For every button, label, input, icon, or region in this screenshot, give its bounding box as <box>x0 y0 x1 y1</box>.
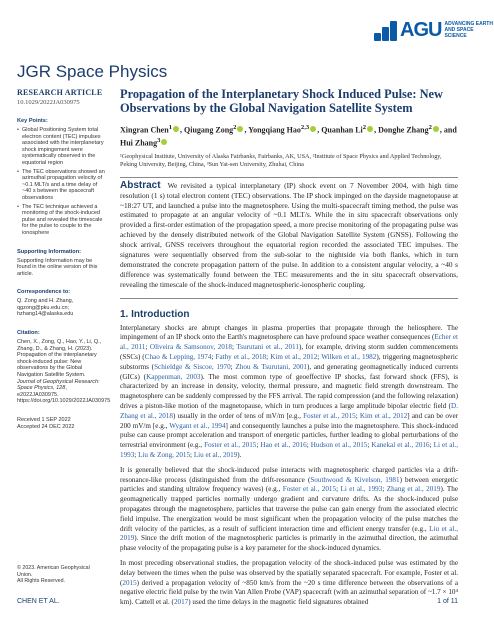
correspondence <box>17 289 105 318</box>
divider <box>120 177 458 178</box>
citation-link[interactable]: Zhang et al., 2019 <box>386 485 441 494</box>
paragraph-text: ). The geomagnetically trapped particles normally undergo gradient and curvature drifts. As the shock-induced pulse propagates through the magnetosphere, particles that traverse the pulse can gain energy from the associated electric field impulse. The energization would be most significant when the propagation velocity of the pulse matches the drift velocity of the particles, as a result of sufficient interaction time and efficient energy transfer (e.g., <box>120 485 459 533</box>
paragraph-text: ; <box>211 353 216 362</box>
paragraph-text: ). <box>237 451 242 460</box>
email-link[interactable]: hzhang14@alaska.edu <box>17 311 74 318</box>
paragraph-text: ), triggering magnetospheric substorms ( <box>120 353 459 371</box>
key-points <box>17 118 105 237</box>
correspondence-names: Q. Zong and H. Zhang, <box>17 298 74 305</box>
key-point: • The TEC observations showed an azimuthal propagation velocity of ~0.1 MLT/s and a time delay of ~40 s between the spacecraft observations <box>17 169 105 202</box>
citation-link[interactable]: Chao & Lepping, 1974 <box>144 353 212 362</box>
citation-link[interactable]: Oliveira & Samsonov, 2018 <box>149 343 232 352</box>
abstract <box>120 181 458 290</box>
key-point: • Global Positioning System total electron content (TEC) impulses associated with the interplanetary shock impingement were systematically observed in the equatorial region <box>17 127 105 167</box>
supporting-heading: Supporting Information: <box>17 248 82 255</box>
citation-link[interactable]: Kanekal et al., 2016 <box>371 441 430 450</box>
abstract-heading: Abstract <box>120 179 161 191</box>
citation-link[interactable]: Foster et al., 2015 <box>282 485 337 494</box>
agu-logo-word: AGU <box>400 19 442 41</box>
citation-link[interactable]: Li et al., 1993 <box>120 441 458 460</box>
received-date: Received 1 SEP 2022 <box>17 417 71 423</box>
citation-link[interactable]: Liu & Zong, 2015 <box>138 451 191 460</box>
citation-link[interactable]: Foster et al., 2015 <box>204 441 257 450</box>
article-title: Propagation of the Interplanetary Shock Induced Pulse: New Observations by the Global Navigation Satellite System <box>120 87 443 115</box>
paragraph <box>120 324 458 461</box>
agu-logo <box>374 19 494 41</box>
abstract-text: We revisited a typical interplanetary (IP) shock event on 7 November 2004, with high time resolution (1 s) total electron content (TEC) observations. The IP shock impinged on the dayside magnetopause at ~18:27 UT, and launched a pulse into the magnetosphere. Using the multi-spacecraft timing method, the pulse was estimated to propagate at an angular velocity of ~0.1 MLT/s. While the in situ spacecraft observations only provided a first-order estimation of the propagation speed, a more precise monitoring of the propagating pulse was achieved by the densely distributed network of the Global Navigation Satellite System (GNSS). Following the shock arrival, GNSS receivers throughout the equatorial region recorded the associated TEC impulses. The signatures were sequentially observed from the sub-solar to the nightside via both flanks, which in turn demonstrated the concrete propagation pattern of the pulse. In addition to a consistent angular velocity, a ~40 s difference was systematically found between the TEC measurements and the in situ spacecraft observations, revealing the timescale of the shock-induced magnetospheric-ionospheric coupling. <box>120 180 458 289</box>
paragraph-text: ; <box>266 353 271 362</box>
dates <box>17 417 105 430</box>
orcid-icon[interactable] <box>433 126 439 132</box>
journal-name: JGR Space Physics <box>17 62 168 81</box>
citation-link[interactable]: Echer et al., 2011 <box>120 333 458 352</box>
citation-text: Chen, X., Zong, Q., Hao, Y., Li, Q., Zhang, D., & Zhang, H. (2023). Propagation of the interplanetary shock-induced pulse: New observations by the Global Navigation Satellite System. Journal of Geophysical Research: Space Physics, 128, e2022JA030975. https://doi.org/10.1029/2022JA030975 <box>17 339 111 405</box>
citation-link[interactable]: Schieldge & Siscoe, 1970 <box>154 362 231 371</box>
paragraph-text: ; <box>317 353 322 362</box>
paragraph-text: ] and can be over 200 mV/m [e.g., <box>120 411 459 430</box>
key-point: • The TEC technique achieved a monitoring of the shock-induced pulse and revealed the timescale for the pulse to couple to the ionosphere <box>17 204 105 237</box>
paragraph-text: ; <box>145 343 150 352</box>
paragraph-text: ) between energetic particles and standing ultralow frequency waves) (e.g., <box>120 475 458 494</box>
paragraph-text: Interplanetary shocks are abrupt changes in plasma properties that propagate through the heliosphere. The impingement of an IP shock onto the Earth's magnetosphere can have profound space weather consequences ( <box>120 323 458 342</box>
doi[interactable]: 10.1029/2022JA030975 <box>17 99 80 106</box>
citation-link[interactable]: Hudson et al., 2015 <box>310 441 368 450</box>
citation-link[interactable]: Tsurutani et al., 2011 <box>236 343 299 352</box>
citation-link[interactable]: Kim et al., 2012 <box>359 411 408 420</box>
citation-link[interactable]: 2017 <box>173 598 189 607</box>
citation-link[interactable]: Wygant et al., 1994 <box>169 421 226 430</box>
paragraph-text: ), and generating geomagnetically induced currents (GICs) ( <box>120 362 459 381</box>
left-sidebar <box>17 88 111 430</box>
copyright: © 2023. American Geophysical Union. All Rights Reserved. <box>17 565 90 585</box>
agu-logo-subtitle: ADVANCING EARTH AND SPACE SCIENCE <box>444 21 493 39</box>
paragraph-text: ; <box>355 411 360 420</box>
citation-link[interactable]: Liu et al., 2019 <box>193 451 238 460</box>
paragraph-text: ; <box>306 441 311 450</box>
email-link[interactable]: qgzong@pku.edu.cn; <box>17 304 70 311</box>
citation-link[interactable]: Kappenman, 2003 <box>146 372 201 381</box>
footer-authors: CHEN ET AL. <box>17 598 60 605</box>
paragraph-text: ; <box>367 441 372 450</box>
paragraph <box>120 466 458 554</box>
paragraph-text: In most preceding observational studies, the propagation velocity of the shock-induced pulse was estimated by the delay between the times when the pulse was observed by the spatially separated spacecraft. For example, Foster et al. ( <box>120 559 458 587</box>
citation-link[interactable]: Fathy et al., 2018 <box>215 353 267 362</box>
paragraph-text: ; <box>429 441 434 450</box>
supporting-text: Supporting Information may be found in the online version of this article. <box>17 257 98 277</box>
introduction-body <box>120 324 458 608</box>
citation-link[interactable]: 2015 <box>122 578 137 587</box>
correspondence-heading: Correspondence to: <box>17 289 71 296</box>
citation-link[interactable]: Zhou & Tsurutani, 2001 <box>235 362 307 371</box>
accepted-date: Accepted 24 DEC 2022 <box>17 423 75 430</box>
paragraph-text: ; <box>256 441 261 450</box>
paragraph-text: ). Since the drift motion of the magnetospheric particles is primarily in the azimuthal direction, the azimuthal phase velocity of the propagating pulse is a key parameter for the shock-induced dynamics. <box>120 534 458 553</box>
paragraph-text: It is generally believed that the shock-induced pulse interacts with magnetospheric charged particles via a drift-resonance-like process (distinguished from the drift-resonance ( <box>120 465 458 484</box>
paragraph-text: ), for example, driving storm sudden commencements (SSCs) ( <box>120 343 459 362</box>
page-footer <box>17 598 458 605</box>
paragraph-text: ; <box>230 362 236 371</box>
section-heading-introduction: 1. Introduction <box>120 308 190 320</box>
citation-heading: Citation: <box>17 330 40 337</box>
key-points-heading: Key Points: <box>17 118 48 124</box>
citation-link[interactable]: Southwood & Kivelson, 1981 <box>310 475 400 484</box>
article-type: RESEARCH ARTICLE <box>17 88 103 97</box>
paragraph-text: ; <box>190 451 194 460</box>
affiliations: ¹Geophysical Institute, University of Alaska Fairbanks, Fairbanks, AK, USA, ²Institute of Space Physics and Applied Technology, Peking University, Beijing, China, ³Sun Yat-sen University, Zhuhai, China <box>120 153 442 169</box>
citation-link[interactable]: Wilken et al., 1982 <box>321 353 377 362</box>
paragraph-text: ) derived a propagation velocity of ~850 km/s from the ~20 s time difference between the observations of a negative electric field pulse by the twin Van Allen Probe (VAP) spacecraft (with an azimuthal separation of ~1.7 × 10⁴ km). Cattell et al. ( <box>120 578 458 607</box>
citation-link[interactable]: D. Zhang et al., 2018 <box>120 402 458 420</box>
paragraph-text: ] and consequently launches a pulse into the magnetosphere. This shock-induced pulse can cause prompt acceleration and transport of energetic particles, further leading to global perturbations of the terrestrial environment (e.g., <box>120 421 458 450</box>
orcid-icon[interactable] <box>367 126 373 132</box>
paragraph-text: ) usually in the order of tens of mV/m [e.g., <box>172 411 304 420</box>
orcid-icon[interactable] <box>173 126 179 132</box>
citation-link[interactable]: Kim et al., 2012 <box>270 353 318 362</box>
citation <box>17 330 111 405</box>
divider <box>120 298 458 299</box>
paragraph-text: ). The most common type of geoeffective IP shocks, fast forward shock (FFS), is characterized by an increase in density, velocity, thermal pressure, and magnetic field strength downstream. The magnetosphere can be suddenly compressed by the FFS arrival. The rapid compression (and the following relaxation) drives a piston-like motion of the magnetopause, which in turn produces a large amplitude bipolar electric field ( <box>120 372 458 411</box>
orcid-icon[interactable] <box>161 139 167 145</box>
citation-link[interactable]: Liu et al., 2019 <box>120 524 458 543</box>
paragraph-text: ; <box>336 485 341 494</box>
page-number: 1 of 11 <box>437 598 458 605</box>
orcid-icon[interactable] <box>237 126 243 132</box>
paragraph-text: ; <box>231 343 237 352</box>
main-content <box>120 87 458 608</box>
supporting-information <box>17 249 105 278</box>
paragraph-text: ) used the time delays in the magnetic field signatures obtained <box>188 598 369 607</box>
orcid-icon[interactable] <box>310 126 316 132</box>
agu-logo-icon <box>374 19 397 41</box>
citation-link[interactable]: Hao et al., 2016 <box>260 441 307 450</box>
citation-link[interactable]: Foster et al., 2015 <box>303 411 356 420</box>
citation-link[interactable]: Li et al., 1993 <box>340 485 383 494</box>
paragraph-text: ; <box>382 485 387 494</box>
author-list: Xingran Chen$^1$ , Qiugang Zong$^2$ , Yongqiang Hao$^{2,3}$ , Quanhan Li$^2$ , Donghe Zhang$^2$ , and Hui Zhang$^3$ <box>120 124 457 148</box>
paragraph-text: ; <box>134 451 139 460</box>
